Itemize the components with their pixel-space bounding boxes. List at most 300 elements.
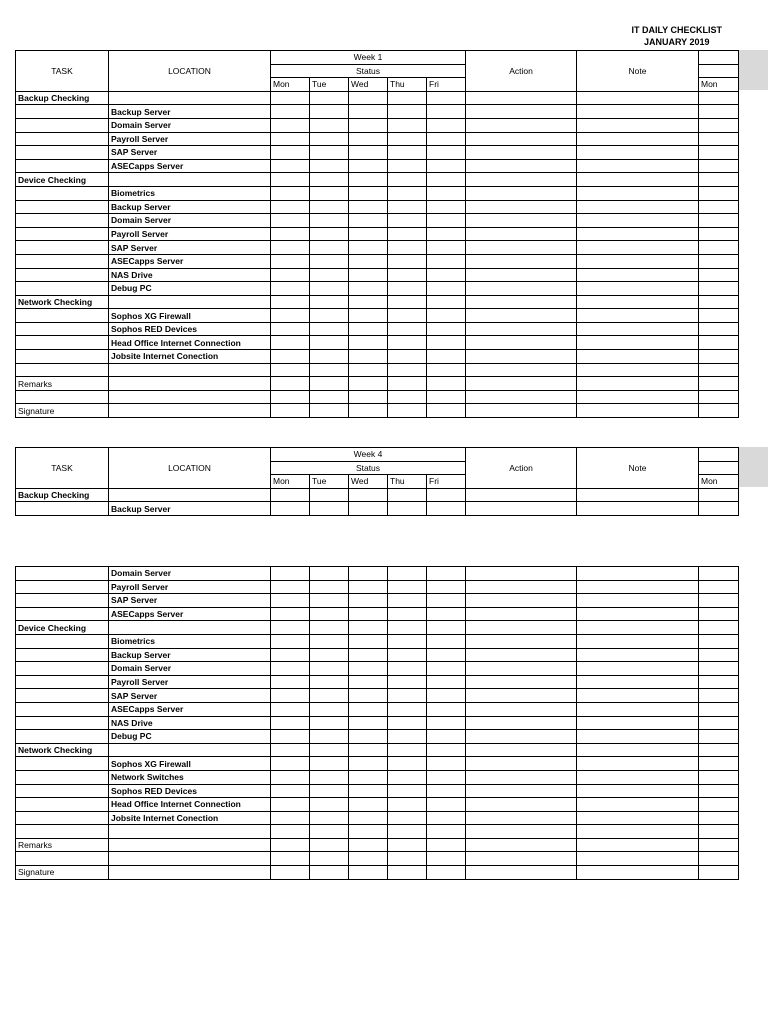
action-cell[interactable]	[466, 580, 577, 594]
status-day-cell[interactable]	[271, 675, 310, 689]
action-cell[interactable]	[466, 404, 577, 418]
status-day-cell[interactable]	[427, 268, 466, 282]
status-day-cell[interactable]	[271, 607, 310, 621]
status-day-cell[interactable]	[271, 811, 310, 825]
status-day-cell[interactable]	[349, 621, 388, 635]
status-day-cell[interactable]	[427, 350, 466, 364]
status-day-cell[interactable]	[310, 254, 349, 268]
status-day-cell[interactable]	[349, 702, 388, 716]
status-day-cell[interactable]	[271, 662, 310, 676]
status-day-cell[interactable]	[427, 716, 466, 730]
status-day-cell[interactable]	[271, 282, 310, 296]
action-cell[interactable]	[466, 743, 577, 757]
status-day-cell[interactable]	[310, 282, 349, 296]
note-cell[interactable]	[577, 268, 699, 282]
status-day-cell[interactable]	[310, 146, 349, 160]
action-cell[interactable]	[466, 91, 577, 105]
note-cell[interactable]	[577, 488, 699, 502]
status-day-cell[interactable]	[427, 866, 466, 880]
status-day-cell[interactable]	[388, 580, 427, 594]
action-cell[interactable]	[466, 811, 577, 825]
note-cell[interactable]	[577, 743, 699, 757]
status-day-cell[interactable]	[427, 295, 466, 309]
note-cell[interactable]	[577, 350, 699, 364]
status-day-cell[interactable]	[310, 268, 349, 282]
action-cell[interactable]	[466, 488, 577, 502]
note-cell[interactable]	[577, 607, 699, 621]
action-cell[interactable]	[466, 757, 577, 771]
note-cell[interactable]	[577, 567, 699, 581]
action-cell[interactable]	[466, 214, 577, 228]
status-day-cell[interactable]	[349, 91, 388, 105]
status-day-cell[interactable]	[310, 241, 349, 255]
status-day-cell[interactable]	[349, 866, 388, 880]
status-day-cell[interactable]	[310, 502, 349, 516]
action-cell[interactable]	[466, 770, 577, 784]
status-day-cell[interactable]	[310, 336, 349, 350]
note-cell[interactable]	[577, 662, 699, 676]
status-day-cell[interactable]	[310, 702, 349, 716]
status-day-cell[interactable]	[427, 838, 466, 852]
status-day-cell[interactable]	[271, 350, 310, 364]
action-cell[interactable]	[466, 838, 577, 852]
status-day-cell[interactable]	[388, 757, 427, 771]
status-day-cell[interactable]	[310, 580, 349, 594]
status-day-cell[interactable]	[349, 309, 388, 323]
status-day-cell[interactable]	[271, 309, 310, 323]
status-day-cell[interactable]	[427, 488, 466, 502]
status-day-cell[interactable]	[310, 390, 349, 404]
status-day-cell[interactable]	[271, 716, 310, 730]
status-day-cell[interactable]	[388, 91, 427, 105]
note-cell[interactable]	[577, 757, 699, 771]
status-day-cell[interactable]	[271, 214, 310, 228]
status-day-cell[interactable]	[310, 118, 349, 132]
status-day-cell[interactable]	[388, 621, 427, 635]
status-day-cell[interactable]	[427, 743, 466, 757]
status-day-cell[interactable]	[271, 91, 310, 105]
note-cell[interactable]	[577, 866, 699, 880]
action-cell[interactable]	[466, 675, 577, 689]
note-cell[interactable]	[577, 689, 699, 703]
note-cell[interactable]	[577, 159, 699, 173]
status-day-cell[interactable]	[271, 852, 310, 866]
status-day-cell[interactable]	[271, 200, 310, 214]
status-day-cell[interactable]	[271, 132, 310, 146]
status-day-cell[interactable]	[388, 159, 427, 173]
status-day-cell[interactable]	[427, 132, 466, 146]
status-day-cell[interactable]	[310, 784, 349, 798]
status-day-cell[interactable]	[310, 716, 349, 730]
note-cell[interactable]	[577, 295, 699, 309]
status-day-cell[interactable]	[388, 716, 427, 730]
status-day-cell[interactable]	[349, 322, 388, 336]
note-cell[interactable]	[577, 214, 699, 228]
note-cell[interactable]	[577, 648, 699, 662]
status-day-cell[interactable]	[388, 866, 427, 880]
status-day-cell[interactable]	[349, 580, 388, 594]
note-cell[interactable]	[577, 784, 699, 798]
status-day-cell[interactable]	[310, 770, 349, 784]
status-day-cell[interactable]	[310, 214, 349, 228]
status-day-cell[interactable]	[427, 173, 466, 187]
action-cell[interactable]	[466, 350, 577, 364]
status-day-cell[interactable]	[310, 227, 349, 241]
action-cell[interactable]	[466, 866, 577, 880]
status-day-cell[interactable]	[349, 716, 388, 730]
note-cell[interactable]	[577, 105, 699, 119]
note-cell[interactable]	[577, 811, 699, 825]
status-day-cell[interactable]	[349, 757, 388, 771]
note-cell[interactable]	[577, 675, 699, 689]
status-day-cell[interactable]	[349, 675, 388, 689]
status-day-cell[interactable]	[349, 105, 388, 119]
status-day-cell[interactable]	[388, 186, 427, 200]
status-day-cell[interactable]	[388, 798, 427, 812]
status-day-cell[interactable]	[310, 363, 349, 377]
status-day-cell[interactable]	[427, 186, 466, 200]
action-cell[interactable]	[466, 241, 577, 255]
status-day-cell[interactable]	[388, 295, 427, 309]
action-cell[interactable]	[466, 254, 577, 268]
status-day-cell[interactable]	[427, 146, 466, 160]
status-day-cell[interactable]	[349, 825, 388, 839]
note-cell[interactable]	[577, 852, 699, 866]
status-day-cell[interactable]	[310, 689, 349, 703]
status-day-cell[interactable]	[310, 350, 349, 364]
status-day-cell[interactable]	[427, 798, 466, 812]
action-cell[interactable]	[466, 309, 577, 323]
status-day-cell[interactable]	[427, 390, 466, 404]
action-cell[interactable]	[466, 377, 577, 391]
status-day-cell[interactable]	[388, 254, 427, 268]
status-day-cell[interactable]	[427, 200, 466, 214]
status-day-cell[interactable]	[427, 852, 466, 866]
status-day-cell[interactable]	[388, 852, 427, 866]
note-cell[interactable]	[577, 377, 699, 391]
status-day-cell[interactable]	[349, 743, 388, 757]
status-day-cell[interactable]	[310, 838, 349, 852]
status-day-cell[interactable]	[388, 648, 427, 662]
status-day-cell[interactable]	[388, 689, 427, 703]
status-day-cell[interactable]	[427, 580, 466, 594]
status-day-cell[interactable]	[427, 757, 466, 771]
status-day-cell[interactable]	[271, 105, 310, 119]
status-day-cell[interactable]	[388, 634, 427, 648]
status-day-cell[interactable]	[349, 254, 388, 268]
status-day-cell[interactable]	[388, 214, 427, 228]
status-day-cell[interactable]	[349, 200, 388, 214]
action-cell[interactable]	[466, 295, 577, 309]
note-cell[interactable]	[577, 200, 699, 214]
status-day-cell[interactable]	[427, 594, 466, 608]
action-cell[interactable]	[466, 730, 577, 744]
status-day-cell[interactable]	[427, 689, 466, 703]
action-cell[interactable]	[466, 105, 577, 119]
action-cell[interactable]	[466, 648, 577, 662]
status-day-cell[interactable]	[271, 295, 310, 309]
status-day-cell[interactable]	[427, 648, 466, 662]
note-cell[interactable]	[577, 282, 699, 296]
note-cell[interactable]	[577, 702, 699, 716]
status-day-cell[interactable]	[271, 567, 310, 581]
note-cell[interactable]	[577, 363, 699, 377]
status-day-cell[interactable]	[310, 798, 349, 812]
status-day-cell[interactable]	[310, 322, 349, 336]
status-day-cell[interactable]	[349, 336, 388, 350]
status-day-cell[interactable]	[310, 825, 349, 839]
status-day-cell[interactable]	[310, 105, 349, 119]
status-day-cell[interactable]	[349, 295, 388, 309]
status-day-cell[interactable]	[271, 377, 310, 391]
status-day-cell[interactable]	[349, 488, 388, 502]
status-day-cell[interactable]	[349, 594, 388, 608]
status-day-cell[interactable]	[427, 377, 466, 391]
status-day-cell[interactable]	[427, 105, 466, 119]
status-day-cell[interactable]	[427, 282, 466, 296]
status-day-cell[interactable]	[271, 634, 310, 648]
status-day-cell[interactable]	[271, 227, 310, 241]
status-day-cell[interactable]	[310, 91, 349, 105]
status-day-cell[interactable]	[388, 241, 427, 255]
status-day-cell[interactable]	[427, 227, 466, 241]
status-day-cell[interactable]	[271, 159, 310, 173]
status-day-cell[interactable]	[349, 173, 388, 187]
status-day-cell[interactable]	[271, 866, 310, 880]
status-day-cell[interactable]	[310, 811, 349, 825]
action-cell[interactable]	[466, 173, 577, 187]
action-cell[interactable]	[466, 825, 577, 839]
action-cell[interactable]	[466, 607, 577, 621]
status-day-cell[interactable]	[349, 798, 388, 812]
status-day-cell[interactable]	[427, 404, 466, 418]
action-cell[interactable]	[466, 363, 577, 377]
note-cell[interactable]	[577, 132, 699, 146]
status-day-cell[interactable]	[388, 675, 427, 689]
action-cell[interactable]	[466, 118, 577, 132]
note-cell[interactable]	[577, 825, 699, 839]
note-cell[interactable]	[577, 309, 699, 323]
note-cell[interactable]	[577, 254, 699, 268]
status-day-cell[interactable]	[349, 214, 388, 228]
status-day-cell[interactable]	[388, 282, 427, 296]
status-day-cell[interactable]	[349, 404, 388, 418]
status-day-cell[interactable]	[349, 689, 388, 703]
status-day-cell[interactable]	[388, 350, 427, 364]
note-cell[interactable]	[577, 336, 699, 350]
status-day-cell[interactable]	[310, 675, 349, 689]
status-day-cell[interactable]	[388, 132, 427, 146]
status-day-cell[interactable]	[427, 634, 466, 648]
status-day-cell[interactable]	[271, 770, 310, 784]
action-cell[interactable]	[466, 662, 577, 676]
status-day-cell[interactable]	[388, 322, 427, 336]
action-cell[interactable]	[466, 716, 577, 730]
status-day-cell[interactable]	[427, 675, 466, 689]
status-day-cell[interactable]	[349, 227, 388, 241]
status-day-cell[interactable]	[271, 784, 310, 798]
status-day-cell[interactable]	[427, 322, 466, 336]
status-day-cell[interactable]	[271, 390, 310, 404]
status-day-cell[interactable]	[310, 295, 349, 309]
status-day-cell[interactable]	[271, 838, 310, 852]
status-day-cell[interactable]	[349, 662, 388, 676]
status-day-cell[interactable]	[388, 743, 427, 757]
status-day-cell[interactable]	[310, 594, 349, 608]
status-day-cell[interactable]	[388, 770, 427, 784]
status-day-cell[interactable]	[349, 350, 388, 364]
action-cell[interactable]	[466, 268, 577, 282]
status-day-cell[interactable]	[349, 132, 388, 146]
status-day-cell[interactable]	[388, 784, 427, 798]
status-day-cell[interactable]	[427, 825, 466, 839]
status-day-cell[interactable]	[271, 241, 310, 255]
status-day-cell[interactable]	[310, 404, 349, 418]
status-day-cell[interactable]	[271, 173, 310, 187]
note-cell[interactable]	[577, 580, 699, 594]
status-day-cell[interactable]	[388, 811, 427, 825]
status-day-cell[interactable]	[349, 852, 388, 866]
status-day-cell[interactable]	[388, 309, 427, 323]
status-day-cell[interactable]	[310, 607, 349, 621]
status-day-cell[interactable]	[271, 363, 310, 377]
note-cell[interactable]	[577, 621, 699, 635]
note-cell[interactable]	[577, 322, 699, 336]
status-day-cell[interactable]	[427, 502, 466, 516]
status-day-cell[interactable]	[310, 173, 349, 187]
note-cell[interactable]	[577, 390, 699, 404]
action-cell[interactable]	[466, 621, 577, 635]
status-day-cell[interactable]	[310, 852, 349, 866]
status-day-cell[interactable]	[388, 607, 427, 621]
action-cell[interactable]	[466, 186, 577, 200]
status-day-cell[interactable]	[349, 282, 388, 296]
status-day-cell[interactable]	[388, 502, 427, 516]
status-day-cell[interactable]	[388, 390, 427, 404]
note-cell[interactable]	[577, 186, 699, 200]
note-cell[interactable]	[577, 770, 699, 784]
status-day-cell[interactable]	[310, 132, 349, 146]
status-day-cell[interactable]	[427, 159, 466, 173]
status-day-cell[interactable]	[388, 118, 427, 132]
status-day-cell[interactable]	[388, 488, 427, 502]
note-cell[interactable]	[577, 118, 699, 132]
status-day-cell[interactable]	[310, 621, 349, 635]
status-day-cell[interactable]	[310, 662, 349, 676]
status-day-cell[interactable]	[427, 336, 466, 350]
action-cell[interactable]	[466, 784, 577, 798]
status-day-cell[interactable]	[271, 488, 310, 502]
status-day-cell[interactable]	[427, 214, 466, 228]
status-day-cell[interactable]	[310, 186, 349, 200]
status-day-cell[interactable]	[310, 743, 349, 757]
status-day-cell[interactable]	[271, 336, 310, 350]
action-cell[interactable]	[466, 282, 577, 296]
status-day-cell[interactable]	[310, 159, 349, 173]
status-day-cell[interactable]	[349, 241, 388, 255]
status-day-cell[interactable]	[427, 254, 466, 268]
status-day-cell[interactable]	[349, 634, 388, 648]
status-day-cell[interactable]	[388, 594, 427, 608]
action-cell[interactable]	[466, 146, 577, 160]
status-day-cell[interactable]	[388, 567, 427, 581]
status-day-cell[interactable]	[271, 502, 310, 516]
status-day-cell[interactable]	[388, 336, 427, 350]
status-day-cell[interactable]	[310, 634, 349, 648]
note-cell[interactable]	[577, 634, 699, 648]
status-day-cell[interactable]	[388, 200, 427, 214]
status-day-cell[interactable]	[271, 322, 310, 336]
action-cell[interactable]	[466, 132, 577, 146]
status-day-cell[interactable]	[271, 702, 310, 716]
note-cell[interactable]	[577, 404, 699, 418]
status-day-cell[interactable]	[271, 621, 310, 635]
status-day-cell[interactable]	[349, 159, 388, 173]
action-cell[interactable]	[466, 502, 577, 516]
status-day-cell[interactable]	[388, 702, 427, 716]
status-day-cell[interactable]	[427, 770, 466, 784]
status-day-cell[interactable]	[388, 173, 427, 187]
status-day-cell[interactable]	[271, 798, 310, 812]
status-day-cell[interactable]	[310, 866, 349, 880]
status-day-cell[interactable]	[310, 488, 349, 502]
status-day-cell[interactable]	[271, 594, 310, 608]
status-day-cell[interactable]	[349, 502, 388, 516]
status-day-cell[interactable]	[310, 200, 349, 214]
status-day-cell[interactable]	[388, 825, 427, 839]
action-cell[interactable]	[466, 594, 577, 608]
action-cell[interactable]	[466, 852, 577, 866]
status-day-cell[interactable]	[349, 770, 388, 784]
status-day-cell[interactable]	[388, 662, 427, 676]
action-cell[interactable]	[466, 159, 577, 173]
status-day-cell[interactable]	[427, 567, 466, 581]
status-day-cell[interactable]	[388, 838, 427, 852]
status-day-cell[interactable]	[271, 743, 310, 757]
action-cell[interactable]	[466, 390, 577, 404]
status-day-cell[interactable]	[349, 268, 388, 282]
action-cell[interactable]	[466, 227, 577, 241]
status-day-cell[interactable]	[349, 730, 388, 744]
status-day-cell[interactable]	[271, 254, 310, 268]
note-cell[interactable]	[577, 798, 699, 812]
action-cell[interactable]	[466, 200, 577, 214]
status-day-cell[interactable]	[427, 784, 466, 798]
status-day-cell[interactable]	[349, 118, 388, 132]
status-day-cell[interactable]	[310, 757, 349, 771]
status-day-cell[interactable]	[388, 377, 427, 391]
status-day-cell[interactable]	[388, 105, 427, 119]
status-day-cell[interactable]	[388, 404, 427, 418]
note-cell[interactable]	[577, 173, 699, 187]
status-day-cell[interactable]	[427, 702, 466, 716]
status-day-cell[interactable]	[349, 648, 388, 662]
note-cell[interactable]	[577, 91, 699, 105]
status-day-cell[interactable]	[349, 607, 388, 621]
status-day-cell[interactable]	[271, 757, 310, 771]
action-cell[interactable]	[466, 702, 577, 716]
status-day-cell[interactable]	[271, 825, 310, 839]
status-day-cell[interactable]	[427, 730, 466, 744]
action-cell[interactable]	[466, 322, 577, 336]
action-cell[interactable]	[466, 689, 577, 703]
status-day-cell[interactable]	[271, 730, 310, 744]
note-cell[interactable]	[577, 227, 699, 241]
status-day-cell[interactable]	[388, 146, 427, 160]
status-day-cell[interactable]	[388, 227, 427, 241]
note-cell[interactable]	[577, 716, 699, 730]
status-day-cell[interactable]	[349, 838, 388, 852]
